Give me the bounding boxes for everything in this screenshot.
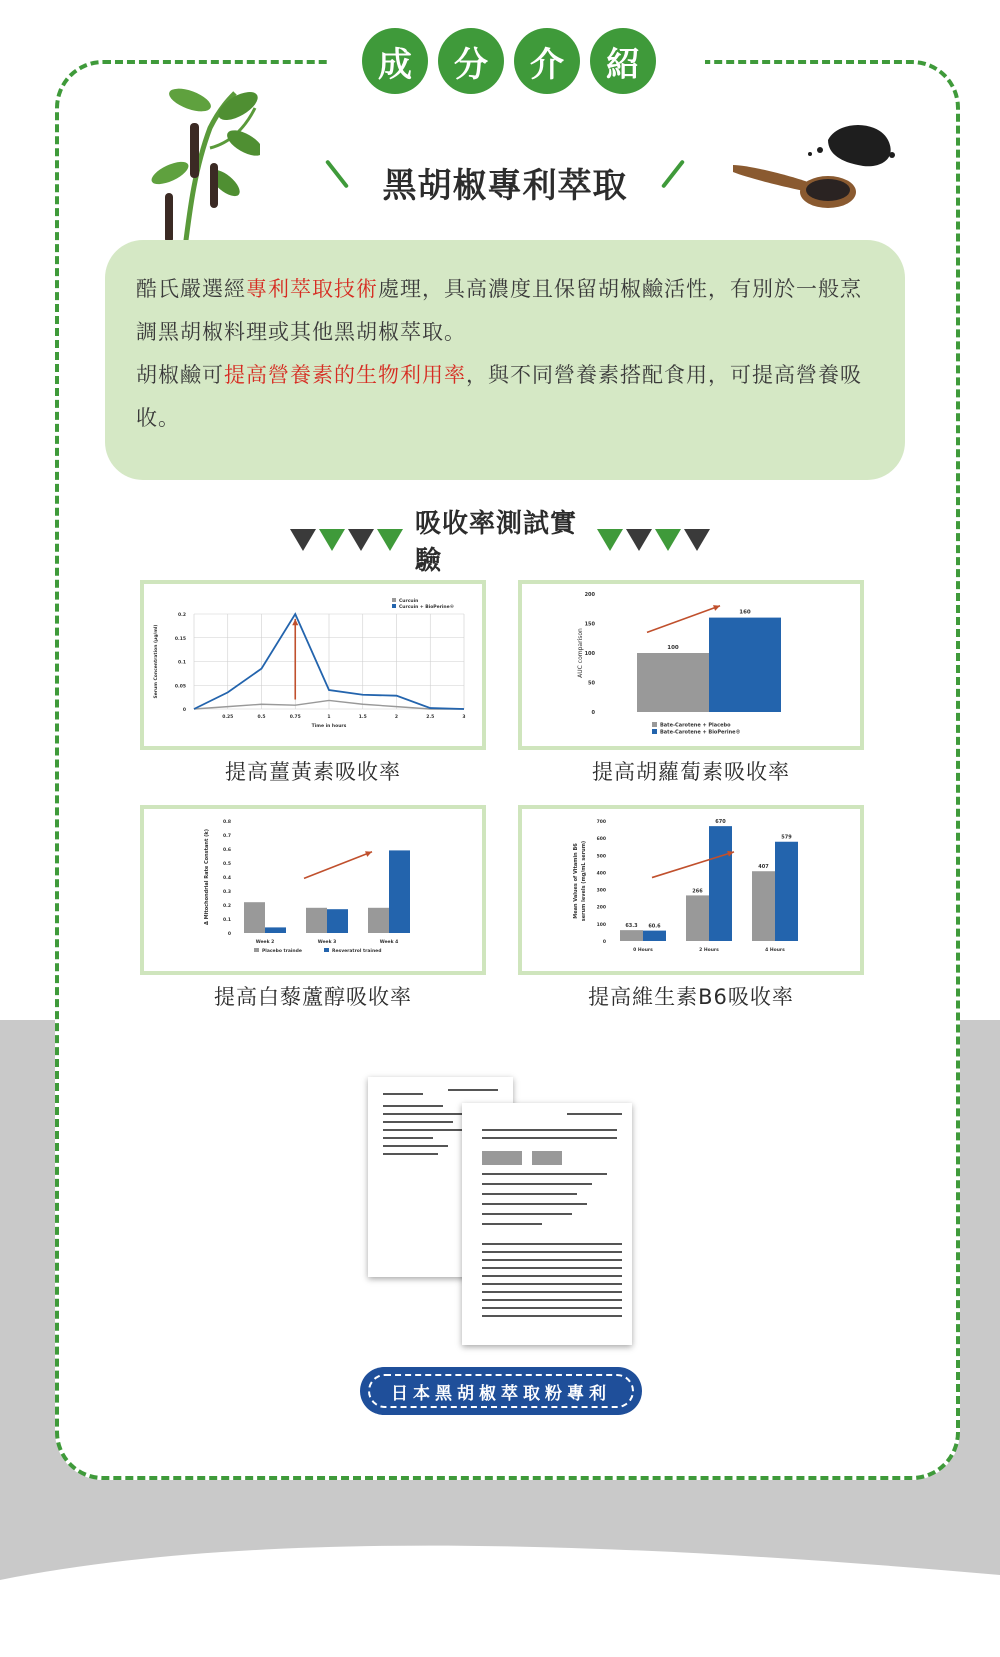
x-tick-label: 2 <box>394 715 399 720</box>
y-tick-label: 0.3 <box>223 890 231 895</box>
curcumin-chart-tile <box>140 580 486 750</box>
bar-value-label: 160 <box>739 609 751 616</box>
y-tick-label: 0.4 <box>223 876 231 881</box>
section-title-bubbles <box>362 28 662 98</box>
bar <box>306 908 327 933</box>
title-bubble: 分 <box>438 28 504 94</box>
white-wave-decoration <box>0 1540 1000 1657</box>
bar <box>368 908 389 933</box>
subtitle-right-slash <box>661 159 685 188</box>
y-tick-label: 0.6 <box>223 848 231 853</box>
y-tick-label: 0.2 <box>178 613 186 618</box>
y-tick-label: 0.8 <box>223 820 231 825</box>
intro-box <box>105 240 905 480</box>
title-bubble: 成 <box>362 28 428 94</box>
legend-label: Bate-Carotene + Placebo <box>660 722 731 729</box>
y-tick-label: 0.1 <box>178 660 186 666</box>
y-axis-label: Δ Mitochondrial Rate Constant (k) <box>204 829 210 925</box>
subtitle-left-slash <box>325 159 349 188</box>
y-tick-label: 0.2 <box>223 904 231 909</box>
y-tick-label: 0.15 <box>174 636 186 642</box>
y-tick-label: 0 <box>602 940 606 945</box>
bar <box>686 895 709 941</box>
intro-text: 胡椒鹼可 <box>136 363 224 387</box>
y-tick-label: 50 <box>588 680 595 687</box>
bar-value-label: 579 <box>781 834 792 841</box>
y-tick-label: 500 <box>596 854 606 860</box>
y-tick-label: 0 <box>591 710 595 716</box>
bar-value-label: 670 <box>715 819 726 826</box>
legend-swatch <box>254 948 259 952</box>
x-tick-label: Week 3 <box>317 940 337 945</box>
bar-value-label: 60.6 <box>648 923 661 930</box>
triangle-decoration-left <box>290 529 403 551</box>
legend-swatch <box>392 598 396 602</box>
x-tick-label: 0 Hours <box>633 948 653 953</box>
y-axis-label: serum levels (mg/mL serum) <box>581 840 587 922</box>
patent-label-pill <box>360 1367 642 1415</box>
bar <box>637 653 709 712</box>
pepper-spoon-illustration <box>728 120 898 230</box>
intro-highlight: 專利萃取技術 <box>246 277 378 301</box>
x-tick-label: Week 4 <box>379 940 399 945</box>
y-tick-label: 200 <box>596 905 606 911</box>
x-axis-label: Time in hours <box>311 724 347 729</box>
chart-caption: 提高胡蘿蔔素吸收率 <box>592 760 790 784</box>
patent-document-page-2 <box>462 1103 632 1345</box>
chart-caption: 提高白藜蘆醇吸收率 <box>214 985 412 1009</box>
legend-label: Bate-Carotene + BioPerine® <box>660 729 741 736</box>
trend-arrow-head <box>713 605 720 611</box>
legend-label: Curcuin + BioPerine® <box>399 605 455 610</box>
legend-label: Placebo trainde <box>262 949 302 954</box>
intro-text: 處理，具高濃度且保留胡椒鹼活性，有別於一般烹調黑胡椒料理或其他黑胡椒萃取。 <box>136 277 862 344</box>
triangle-decoration-right <box>597 529 710 551</box>
y-tick-label: 0.1 <box>223 918 231 923</box>
x-tick-label: 2 Hours <box>699 948 719 953</box>
y-axis-label: Serum Concentration (μg/ml) <box>154 624 159 699</box>
y-tick-label: 300 <box>596 888 606 894</box>
title-bubble: 紹 <box>590 28 656 94</box>
vitamin-b6-bar-chart <box>522 809 860 971</box>
title-bubble: 介 <box>514 28 580 94</box>
y-tick-label: 0.7 <box>223 834 231 839</box>
y-tick-label: 0 <box>227 932 231 937</box>
chart-caption: 提高薑黃素吸收率 <box>225 760 401 784</box>
bar <box>752 871 775 941</box>
bar <box>389 850 410 933</box>
bar-value-label: 63.3 <box>625 923 638 930</box>
y-tick-label: 100 <box>584 651 595 657</box>
patent-label: 日本黑胡椒萃取粉專利 <box>368 1374 634 1408</box>
bar <box>265 927 286 933</box>
y-tick-label: 100 <box>596 922 606 928</box>
legend-swatch <box>324 948 329 952</box>
y-axis-label: AUC comparison <box>577 628 584 678</box>
x-tick-label: 3 <box>462 715 466 720</box>
bar-value-label: 407 <box>758 864 769 871</box>
subtitle: 黑胡椒專利萃取 <box>382 166 628 206</box>
x-tick-label: 0.25 <box>222 715 234 720</box>
intro-text: 酷氏嚴選經 <box>136 277 246 301</box>
chart-caption: 提高維生素B6吸收率 <box>588 985 794 1009</box>
x-tick-label: 1 <box>327 715 331 720</box>
legend-swatch <box>652 722 657 727</box>
x-tick-label: 4 Hours <box>765 948 785 953</box>
trend-arrow <box>304 852 372 879</box>
x-tick-label: 1.5 <box>358 715 367 720</box>
y-tick-label: 400 <box>596 871 606 877</box>
section-title: 吸收率測試實驗 <box>415 509 578 576</box>
x-tick-label: 0.75 <box>289 715 301 720</box>
y-tick-label: 0.5 <box>223 862 231 867</box>
intro-paragraph-2 <box>136 354 877 440</box>
y-tick-label: 0.05 <box>174 684 186 690</box>
bar <box>620 930 643 941</box>
pepper-plant-illustration <box>150 88 260 253</box>
bar-value-label: 100 <box>667 645 679 651</box>
bar <box>709 826 732 941</box>
absorption-section-heading <box>290 509 710 576</box>
x-tick-label: 2.5 <box>426 715 435 720</box>
bar <box>244 902 265 933</box>
legend-label: Resveratrol trained <box>332 949 382 954</box>
x-tick-label: Week 2 <box>255 940 275 945</box>
bar <box>643 931 666 941</box>
intro-highlight: 提高營養素的生物利用率 <box>224 363 466 387</box>
y-tick-label: 700 <box>596 820 606 825</box>
curcumin-line-chart <box>144 584 482 746</box>
resveratrol-chart-tile <box>140 805 486 975</box>
legend-swatch <box>652 729 657 734</box>
bar <box>775 842 798 941</box>
bar <box>709 618 781 712</box>
y-tick-label: 600 <box>596 837 606 843</box>
subtitle-block <box>320 150 690 210</box>
y-tick-label: 200 <box>584 592 595 598</box>
resveratrol-bar-chart <box>144 809 482 971</box>
bar <box>327 909 348 933</box>
bar-value-label: 266 <box>692 888 703 895</box>
vitamin-b6-chart-tile <box>518 805 864 975</box>
intro-paragraph-1 <box>136 268 877 354</box>
y-tick-label: 0 <box>182 708 186 713</box>
intro-text: ，與不同營養素搭配食用，可提高營養吸收。 <box>136 363 862 430</box>
legend-label: Curcuin <box>399 599 419 604</box>
legend-swatch <box>392 604 396 608</box>
x-tick-label: 0.5 <box>257 715 266 720</box>
y-axis-label: Mean Values of Vitamin B6 <box>573 843 579 919</box>
y-tick-label: 150 <box>584 621 595 628</box>
carotene-chart-tile <box>518 580 864 750</box>
carotene-bar-chart <box>522 584 860 746</box>
